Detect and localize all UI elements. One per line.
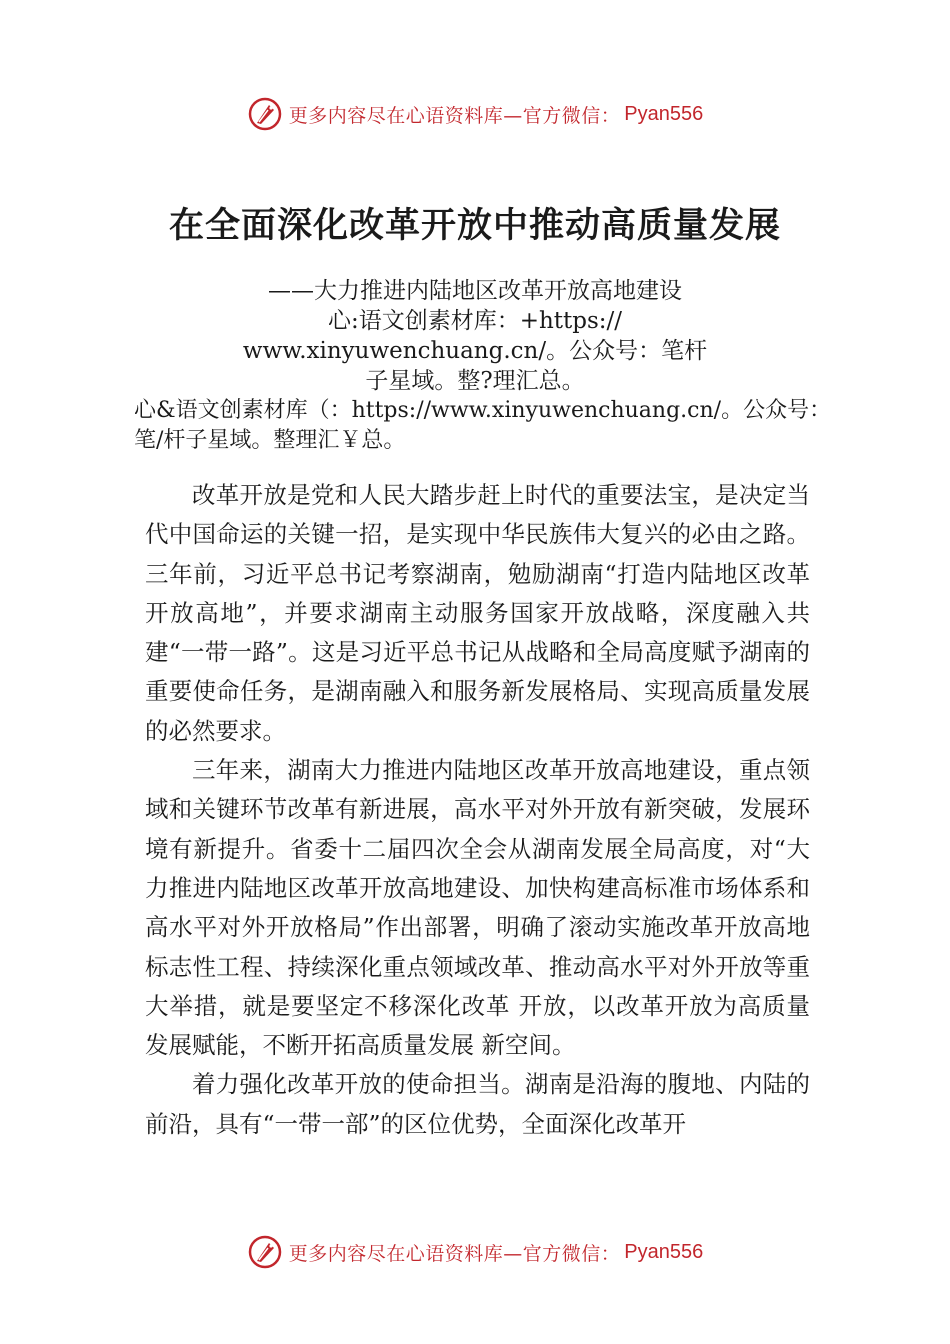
paragraph: 着力强化改革开放的使命担当。湖南是沿海的腹地、内陆的前沿，具有“一带一部”的区位优势，全面深化改革开 bbox=[145, 1070, 810, 1138]
subtitle-line-1: ——大力推进内陆地区改革开放高地建设 bbox=[268, 278, 682, 304]
paragraph: 改革开放是党和人民大踏步赶上时代的重要法宝，是决定当代中国命运的关键一招，是实现中华民族伟大复兴的必由之路。三年前，习近平总书记考察湖南，勉励湖南“打造内陆地区改革开放高地”，并要求湖南主动服务国家开放战略，深度融入共建“一带一路”。这是习近平总书记从战略和全局高度赋予湖南的重要使命任务，是湖南融入和服务新发展格局、实现高质量发展的必然要求。 bbox=[145, 481, 810, 745]
document-title: 在全面深化改革开放中推动高质量发展 bbox=[168, 205, 781, 246]
header-wechat-id: Pyan556 bbox=[624, 102, 704, 125]
paragraph: 三年来，湖南大力推进内陆地区改革开放高地建设，重点领域和关键环节改革有新进展，高水平对外开放有新突破，发展环境有新提升。省委十二届四次全会从湖南发展全局高度，对“大力推进内陆地区改革开放高地建设、加快构建高标准市场体系和高水平对外开放格局”作出部署，明确了滚动实施改革开放高地标志性工程、持续深化重点领域改革、推动高水平对外开放等重大举措，就是要坚定不移深化改革 开放，以改革开放为高质量发展赋能，不断开拓高质量发展 新空间。 bbox=[145, 756, 810, 1060]
document-body bbox=[145, 476, 810, 1144]
header-banner bbox=[0, 92, 950, 136]
footer-banner-text: 更多内容尽在心语资料库—官方微信： bbox=[288, 1242, 621, 1265]
subtitle-line-2: 心:语文创素材库：+https:// bbox=[327, 308, 623, 334]
pen-nib-logo-icon bbox=[247, 96, 283, 132]
subtitle-line-3: www.xinyuwenchuang.cn/。公众号：笔杆 bbox=[242, 338, 708, 364]
subtitle-line-4: 子星域。整?理汇总。 bbox=[365, 368, 585, 394]
header-banner-text: 更多内容尽在心语资料库—官方微信： bbox=[288, 104, 621, 127]
source-note: 心&语文创素材库（：https://www.xinyuwenchuang.cn/。公众号：笔/杆子星域。整理汇￥总。 bbox=[134, 398, 832, 453]
footer-wechat-id: Pyan556 bbox=[624, 1240, 704, 1263]
footer-banner bbox=[0, 1230, 950, 1274]
pen-nib-logo-icon bbox=[247, 1234, 283, 1270]
